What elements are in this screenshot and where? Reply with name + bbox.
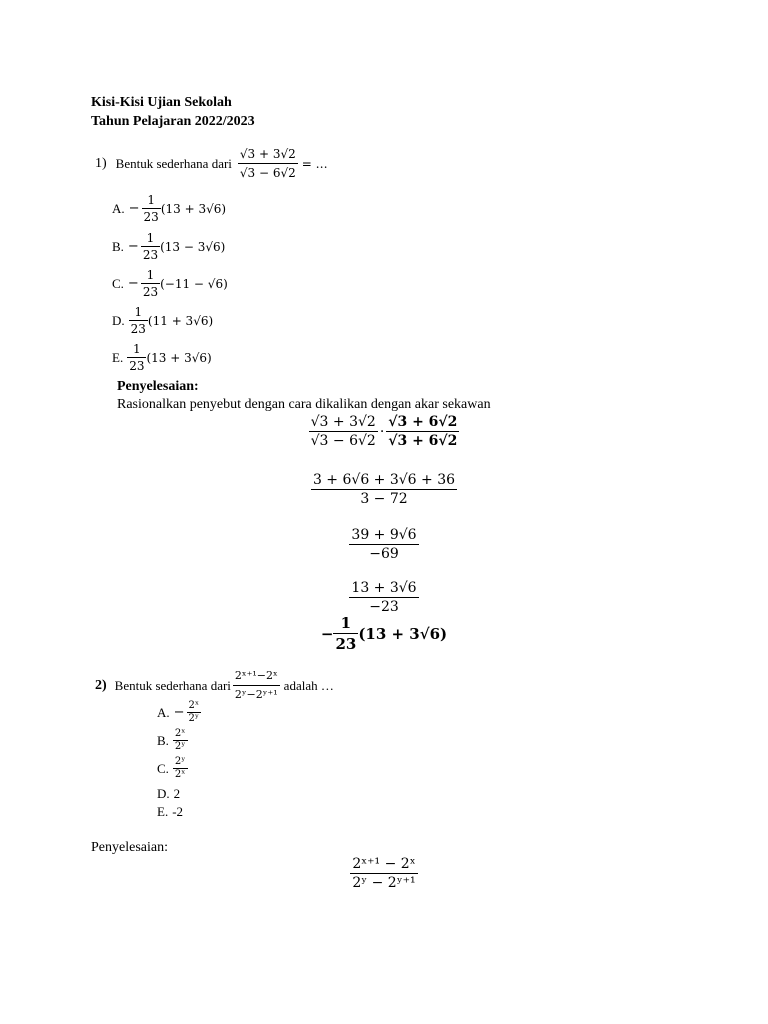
option-b[interactable]: B. $\frac{\text{2ˣ}}{\text{2ʸ}}$	[157, 728, 186, 752]
question-number: 1)	[95, 155, 107, 171]
solution-label: Penyelesaian:	[91, 840, 168, 855]
question-expression: $\frac{√3 + 3√2}{√3 - 6√2}$	[239, 147, 296, 180]
question-expression: $\frac{\text{2ˣ⁺¹−2ˣ}}{\text{2ʸ−2ʸ⁺¹}}$	[234, 669, 278, 701]
question-1: 1) Bentuk sederhana dari $\frac{√3 + 3√2}{√3 - 6√2}$ = …	[95, 147, 328, 180]
solution-text: Rasionalkan penyebut dengan cara dikalikan dengan akar sekawan	[117, 397, 491, 412]
option-a[interactable]: A. − $\frac{\text{2ˣ}}{\text{2ʸ}}$	[157, 700, 200, 724]
option-c[interactable]: C. $\frac{\text{2ʸ}}{\text{2ˣ}}$	[157, 756, 186, 780]
question-number: 2)	[95, 677, 107, 693]
solution-label: Penyelesaian:	[117, 379, 199, 394]
option-b[interactable]: B. − $\frac{1}{23}$ (13 − 3√6)	[112, 231, 226, 262]
option-a[interactable]: A. − $\frac{1}{23}$ (13 + 3√6)	[112, 193, 227, 224]
document-year: Tahun Pelajaran 2022/2023	[91, 114, 255, 129]
option-c[interactable]: C. − $\frac{1}{23}$ (−11 − √6)	[112, 268, 228, 299]
option-d[interactable]: D. 2	[157, 786, 181, 801]
option-d[interactable]: D. $\frac{1}{23}$ (11 + 3√6)	[112, 305, 214, 336]
solution-step-1: $\frac{\text{2ˣ⁺¹ − 2ˣ}}{\text{2ʸ − 2ʸ⁺¹}}$	[352, 856, 416, 891]
question-prompt: Bentuk sederhana dari	[115, 155, 232, 171]
solution-step-5: − $\frac{1}{23}$ (13 + 3√6)	[320, 614, 448, 653]
option-e[interactable]: E. $\frac{1}{23}$ (13 + 3√6)	[112, 342, 212, 373]
question-2: 2) Bentuk sederhana dari $\frac{\text{2ˣ⁺¹−2ˣ}}{\text{2ʸ−2ʸ⁺¹}}$ adalah …	[95, 669, 334, 701]
question-prompt: Bentuk sederhana dari	[114, 677, 231, 693]
option-e[interactable]: E. -2	[157, 804, 184, 819]
solution-step-4: $\frac{13 + 3√6}{-23}$	[351, 580, 417, 615]
solution-step-3: $\frac{39 + 9√6}{-69}$	[351, 527, 417, 562]
document-title: Kisi-Kisi Ujian Sekolah	[91, 95, 232, 110]
solution-step-2: $\frac{3 + 6√6 + 3√6 + 36}{3 - 72}$	[312, 472, 456, 507]
solution-step-1: $\frac{√3 + 3√2}{√3 - 6√2}$ · $\frac{√3 + 6√2}{√3 + 6√2}$	[310, 414, 458, 449]
